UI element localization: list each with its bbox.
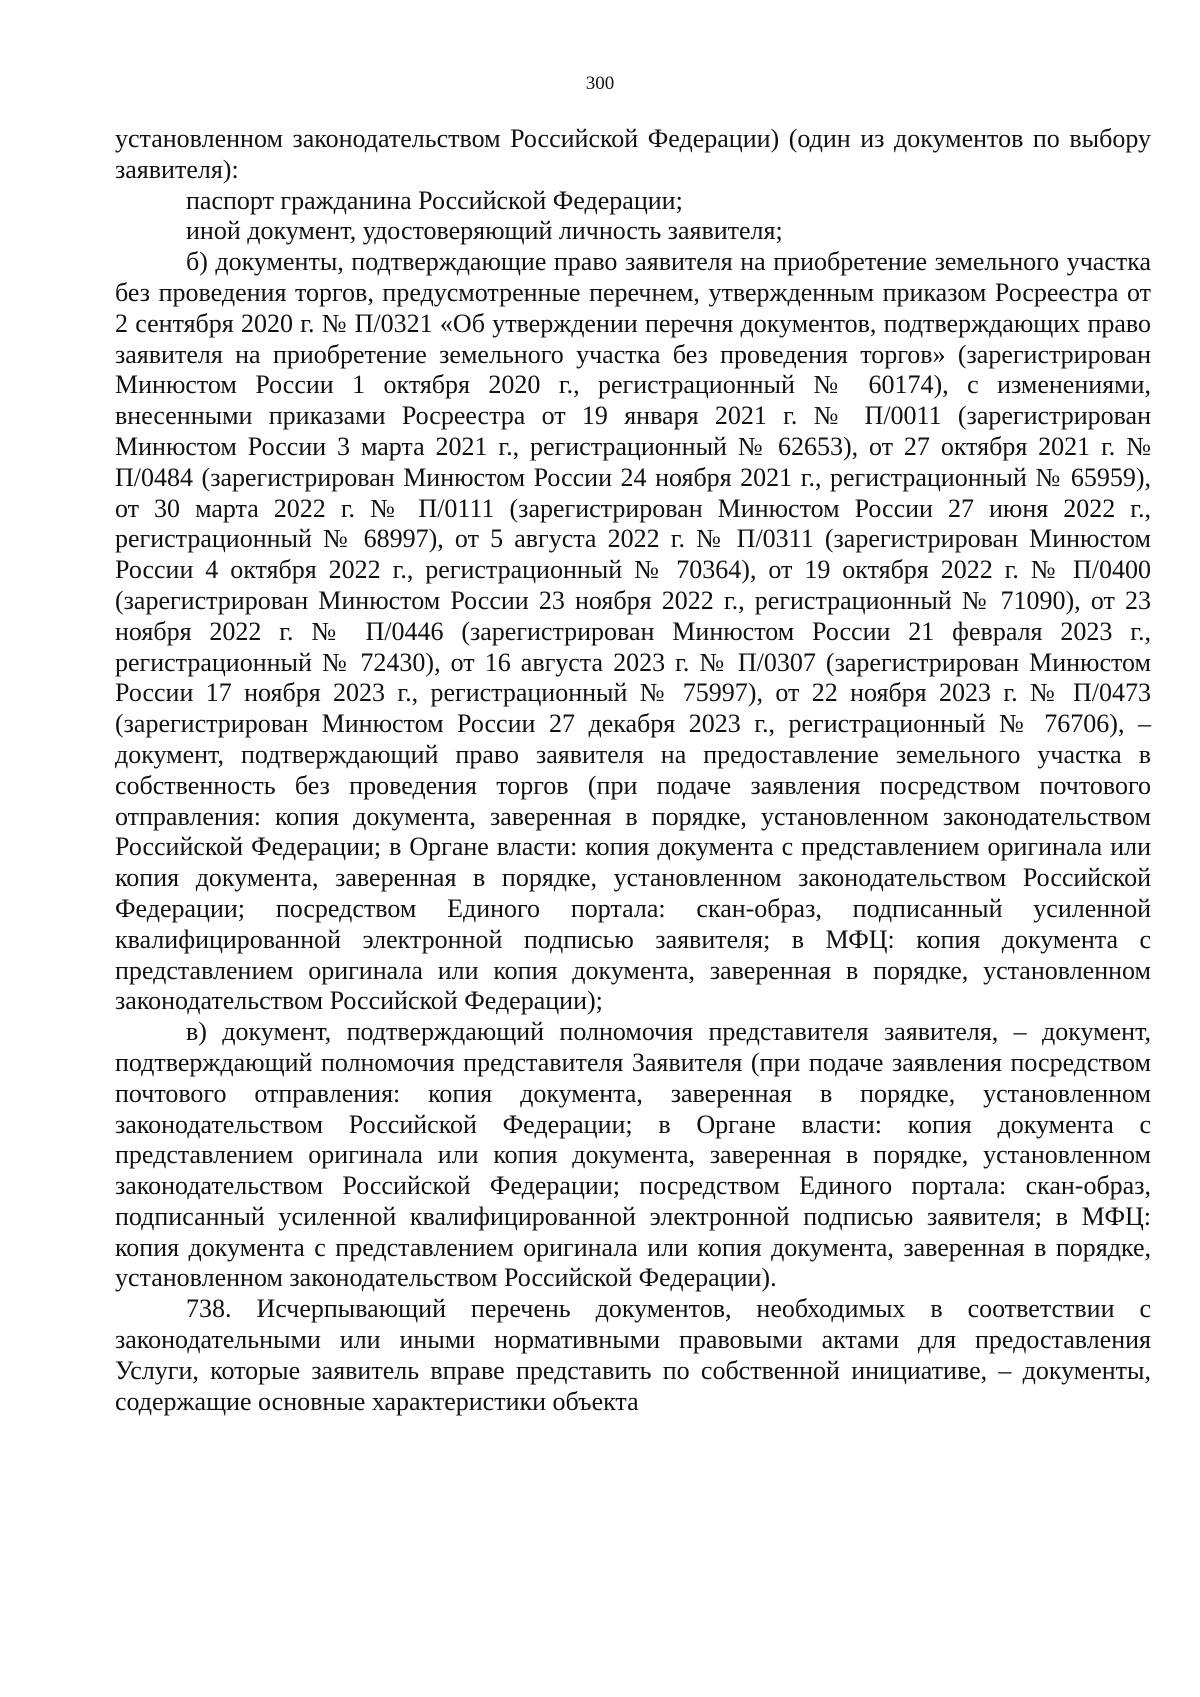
paragraph-other-id: иной документ, удостоверяющий личность заявителя; xyxy=(186,216,783,246)
document-body xyxy=(115,124,1151,1417)
paragraph-item-v: в) документ, подтверждающий полномочия представителя заявителя, – документ, подтверждающий полномочия представителя Заявителя (при подаче заявления посредством почтового отправления: копия документа, заверенная в порядке, установленном законодательством Российской Федерации; в Органе власти: копия документа с представлением оригинала или копия документа, заверенная в порядке, установленном законодательством Российской Федерации; посредством Единого портала: скан-образ, подписанный усиленной квалифицированной электронной подписью заявителя; в МФЦ: копия документа с представлением оригинала или копия документа, заверенная в порядке, установленном законодательством Российской Федерации). xyxy=(115,1017,1151,1293)
page-number: 300 xyxy=(585,73,615,94)
paragraph-738: 738. Исчерпывающий перечень документов, необходимых в соответствии с законодательными или иными нормативными правовыми актами для предоставления Услуги, которые заявитель вправе представить по собственной инициативе, – документы, содержащие основные характеристики объекта xyxy=(115,1294,1151,1416)
paragraph-item-b: б) документы, подтверждающие право заявителя на приобретение земельного участка без проведения торгов, предусмотренные перечнем, утвержденным приказом Росреестра от 2 сентября 2020 г. № П/0321 «Об утверждении перечня документов, подтверждающих право заявителя на приобретение земельного участка без проведения торгов» (зарегистрирован Минюстом России 1 октября 2020 г., регистрационный № 60174), с изменениями, внесенными приказами Росреестра от 19 января 2021 г. № П/0011 (зарегистрирован Минюстом России 3 марта 2021 г., регистрационный № 62653), от 27 октября 2021 г. № П/0484 (зарегистрирован Минюстом России 24 ноября 2021 г., регистрационный № 65959), от 30 марта 2022 г. № П/0111 (зарегистрирован Минюстом России 27 июня 2022 г., регистрационный № 68997), от 5 августа 2022 г. № П/0311 (зарегистрирован Минюстом России 4 октября 2022 г., регистрационный № 70364), от 19 октября 2022 г. № П/0400 (зарегистрирован Минюстом России 23 ноября 2022 г., регистрационный № 71090), от 23 ноября 2022 г. № П/0446 (зарегистрирован Минюстом России 21 февраля 2023 г., регистрационный № 72430), от 16 августа 2023 г. № П/0307 (зарегистрирован Минюстом России 17 ноября 2023 г., регистрационный № 75997), от 22 ноября 2023 г. № П/0473 (зарегистрирован Минюстом России 27 декабря 2023 г., регистрационный № 76706), – документ, подтверждающий право заявителя на предоставление земельного участка в собственность без проведения торгов (при подаче заявления посредством почтового отправления: копия документа, заверенная в порядке, установленном законодательством Российской Федерации; в Органе власти: копия документа с представлением оригинала или копия документа, заверенная в порядке, установленном законодательством Российской Федерации; посредством Единого портала: скан-образ, подписанный усиленной квалифицированной электронной подписью заявителя; в МФЦ: копия документа с представлением оригинала или копия документа, заверенная в порядке, установленном законодательством Российской Федерации); xyxy=(115,247,1151,1016)
paragraph-continuation: установленном законодательством Российской Федерации) (один из документов по выбору заявителя): xyxy=(115,124,1151,184)
paragraph-passport: паспорт гражданина Российской Федерации; xyxy=(186,185,683,215)
